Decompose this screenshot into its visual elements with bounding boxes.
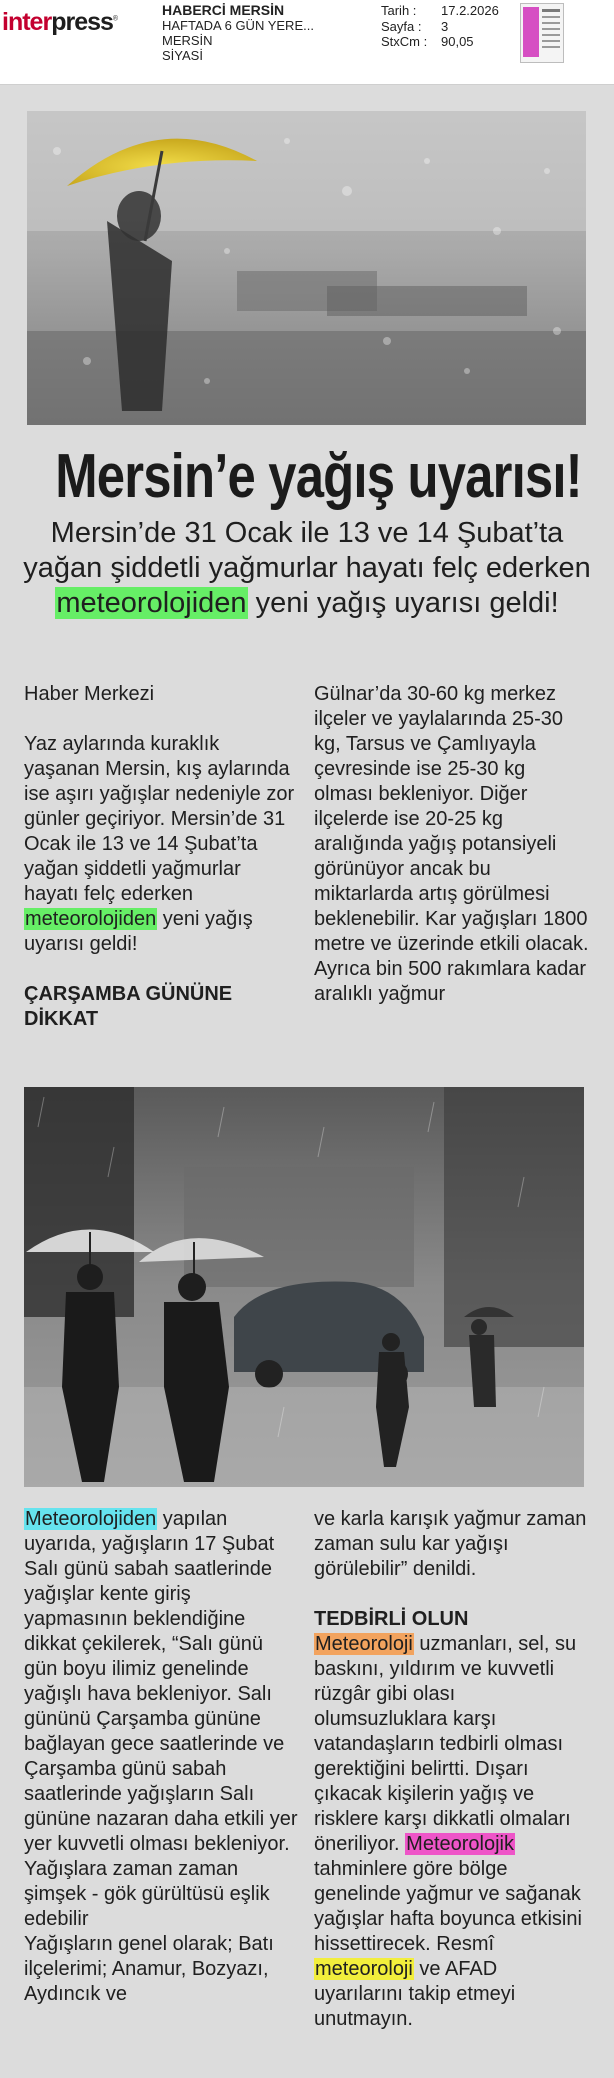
interpress-logo: interpress®	[2, 8, 119, 36]
byline: Haber Merkezi	[24, 683, 155, 705]
highlight-keyword: meteorolojiden	[56, 587, 247, 619]
city-rain-photo	[24, 1087, 584, 1487]
rain-umbrella-photo	[27, 111, 586, 425]
article-column-4	[314, 1507, 589, 2032]
meta-date-row: Tarih : 17.2.2026	[381, 3, 499, 18]
article-headline: Mersin’e yağış uyarısı!	[55, 442, 582, 511]
highlight-keyword: meteorolojiden	[25, 908, 157, 930]
article-column-3	[24, 1507, 299, 2007]
publication-info	[162, 3, 314, 63]
paragraph: Yağışların genel olarak; Batı ilçelerimi; Anamur, Bozyazı, Aydıncık ve	[24, 1933, 274, 2005]
paragraph: ve karla karışık yağmur zaman zaman sulu kar yağışı görülebilir” denildi.	[314, 1508, 587, 1580]
subheading: TEDBİRLİ OLUN	[314, 1608, 469, 1630]
article-deck: Mersin’de 31 Ocak ile 13 ve 14 Şubat’ta yağan şiddetli yağmurlar hayatı felç ederken meteorolojiden yeni yağış uyarısı geldi!	[23, 517, 591, 619]
paragraph: Meteoroloji uzmanları, sel, su baskını, yıldırım ve kuvvetli rüzgâr gibi olası olumsuzluklara karşı vatandaşların tedbirli olması gerektiğini belirtti. Dışarı çıkacak kişilerin yağış ve risklere karşı dikkatli olmaları öneriliyor. Meteorolojik tahminlere göre bölge genelinde yağmur ve sağanak yağışlar hafta boyunca etkisini hissettirecek. Resmî meteoroloji ve AFAD uyarılarını takip etmeyi unutmayın.	[314, 1633, 582, 2030]
highlight-keyword: Meteoroloji	[315, 1633, 413, 1655]
publication-city: MERSİN	[162, 33, 213, 48]
subheading: ÇARŞAMBA GÜNÜNE DİKKAT	[24, 983, 233, 1030]
paragraph: Gülnar’da 30-60 kg merkez ilçeler ve yaylalarında 25-30 kg, Tarsus ve Çamlıyayla çevresinde ise 25-30 kg olması bekleniyor. Diğer ilçelerde ise 20-25 kg aralığında yağış potansiyeli görünüyor ancak bu miktarlarda artış görülmesi beklenebilir. Kar yağışları 1800 metre ve üzerinde etkili olacak. Ayrıca bin 500 rakımlara kadar aralıklı yağmur	[314, 683, 589, 1005]
highlight-keyword: Meteorolojiden	[25, 1508, 157, 1530]
clipping-meta	[381, 3, 499, 50]
highlight-keyword: Meteorolojik	[406, 1833, 514, 1855]
publication-name: HABERCİ MERSİN	[162, 2, 285, 18]
meta-stxcm-row: StxCm : 90,05	[381, 34, 474, 49]
meta-page-row: Sayfa : 3	[381, 18, 449, 34]
publication-frequency: HAFTADA 6 GÜN YERE...	[162, 18, 314, 33]
page-thumbnail[interactable]	[520, 3, 564, 63]
clipping-header	[0, 0, 614, 85]
publication-section: SİYASİ	[162, 48, 203, 63]
paragraph: Yaz aylarında kuraklık yaşanan Mersin, kış aylarında ise aşırı yağışlar nedeniyle zor günler geçiriyor. Mersin’de 31 Ocak ile 13 ve 14 Şubat’ta yağan şiddetli yağmurlar hayatı felç ederken meteorolojiden yeni yağış uyarısı geldi!	[24, 733, 295, 955]
highlight-keyword: meteoroloji	[315, 1958, 413, 1980]
article-column-1	[24, 682, 299, 1032]
paragraph: Meteorolojiden yapılan uyarıda, yağışların 17 Şubat Salı günü sabah saatlerinde yağışlar kente giriş yapmasının beklendiğine dikkat çekilerek, “Salı günü gün boyu ilimiz genelinde yağışlı hava bekleniyor. Salı gününü Çarşamba gününe bağlayan gece saatlerinde ve Çarşamba günü sabah saatlerinde yağışların Salı gününe nazaran daha etkili yer yer kuvvetli olması bekleniyor. Yağışlara zaman zaman şimşek - gök gürültüsü eşlik edebilir	[24, 1508, 298, 1930]
article-column-2	[314, 682, 589, 1007]
